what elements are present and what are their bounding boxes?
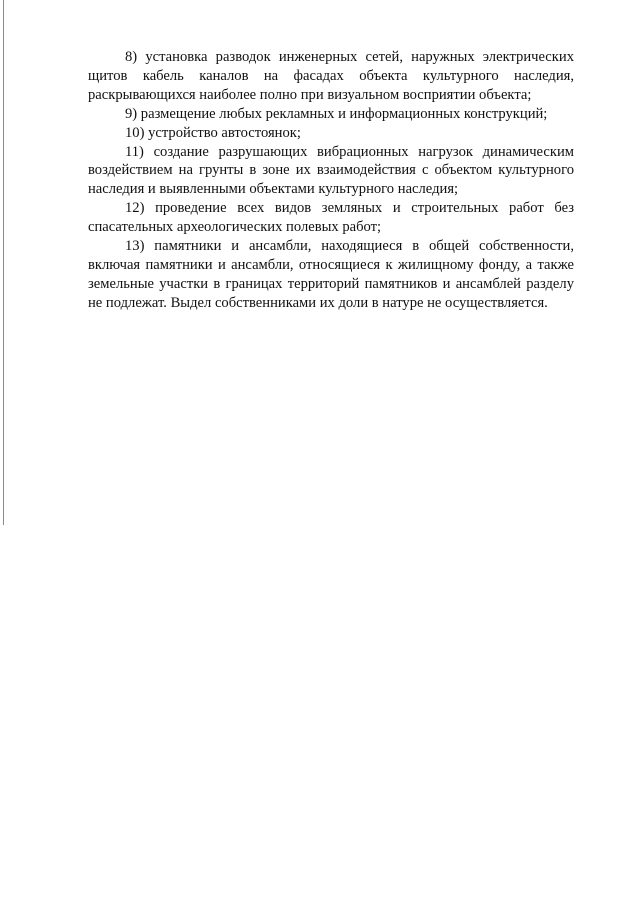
scan-edge-line	[3, 0, 4, 525]
paragraph-item-11: 11) создание разрушающих вибрационных нагрузок динамическим воздействием на грунты в зоне их взаимодействия с объектом культурного наследия и выявленными объектами культурного наследия;	[88, 143, 574, 198]
paragraph-item-13: 13) памятники и ансамбли, находящиеся в общей собственности, включая памятники и ансамбли, относящиеся к жилищному фонду, а также земельные участки в границах территорий памятников и ансамблей разделу не подлежат. Выдел собственниками их доли в натуре не осуществляется.	[88, 238, 574, 311]
paragraph-item-12: 12) проведение всех видов земляных и строительных работ без спасательных археологических полевых работ;	[88, 200, 574, 236]
paragraph-item-10: 10) устройство автостоянок;	[125, 124, 301, 141]
paragraph-item-8: 8) установка разводок инженерных сетей, наружных электрических щитов кабель каналов на фасадах объекта культурного наследия, раскрывающихся наиболее полно при визуальном восприятии объекта;	[88, 49, 574, 103]
paragraph-item-9: 9) размещение любых рекламных и информационных конструкций;	[125, 105, 548, 122]
document-body	[88, 48, 574, 313]
